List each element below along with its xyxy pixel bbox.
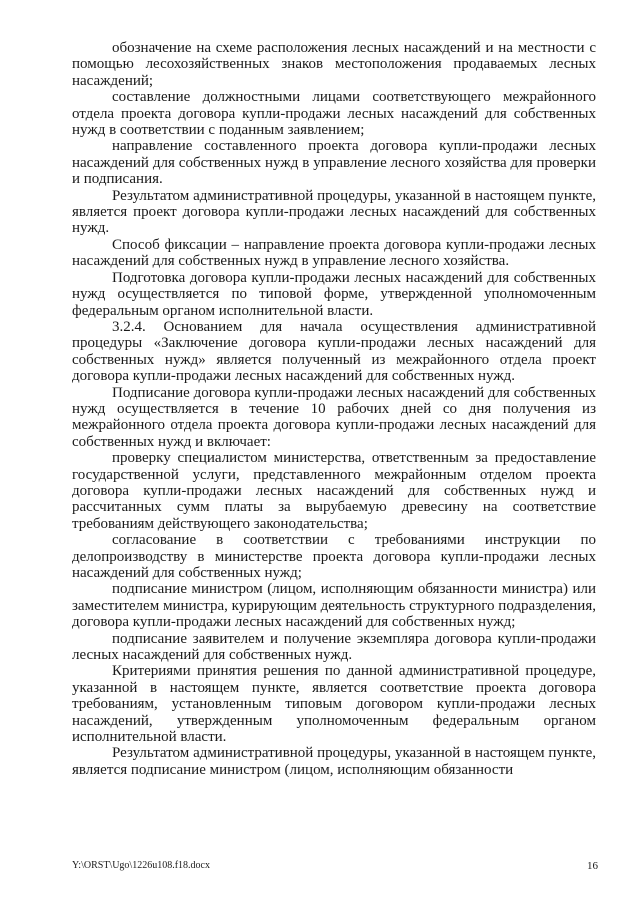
document-body [72, 40, 596, 778]
paragraph-10: согласование в соответствии с требованиями инструкции по делопроизводству в министерстве проекта договора купли-продажи лесных насаждений для собственных нужд; [72, 532, 596, 581]
page-number: 16 [587, 860, 598, 872]
paragraph-6: Подготовка договора купли-продажи лесных насаждений для собственных нужд осуществляется по типовой форме, утвержденной уполномоченным федеральным органом исполнительной власти. [72, 269, 596, 319]
paragraph-14: Результатом административной процедуры, указанной в настоящем пункте, является подписание министром (лицом, исполняющим обязанности [72, 745, 596, 778]
page-footer [72, 860, 598, 874]
footer-file-path: Y:\ORST\Ugo\1226u108.f18.docx [72, 860, 210, 871]
paragraph-3: направление составленного проекта договора купли-продажи лесных насаждений для собственных нужд в управление лесного хозяйства для проверки и подписания. [72, 138, 596, 188]
paragraph-5: Способ фиксации – направление проекта договора купли-продажи лесных насаждений для собственных нужд в управление лесного хозяйства. [72, 236, 596, 270]
paragraph-12: подписание заявителем и получение экземпляра договора купли-продажи лесных насаждений для собственных нужд. [72, 630, 596, 664]
paragraph-9: проверку специалистом министерства, ответственным за предоставление государственной услуги, представленного межрайонным отделом проекта договора купли-продажи лесных насаждений для собственных нужд и рассчитанных сумм платы за вырубаемую древесину на соответствие требованиям действующего законодательства; [72, 450, 596, 532]
paragraph-1: обозначение на схеме расположения лесных насаждений и на местности с помощью лесохозяйственных знаков местоположения продаваемых лесных насаждений; [72, 40, 596, 89]
paragraph-7: 3.2.4. Основанием для начала осуществления административной процедуры «Заключение договора купли-продажи лесных насаждений для собственных нужд» является полученный из межрайонного отдела проект договора купли-продажи лесных насаждений для собственных нужд. [72, 318, 596, 385]
paragraph-13: Критериями принятия решения по данной административной процедуре, указанной в настоящем пункте, является соответствие проекта договора требованиям, установленным типовым договором купли-продажи лесных насаждений, утвержденным уполномоченным федеральным органом исполнительной власти. [72, 663, 596, 746]
paragraph-11: подписание министром (лицом, исполняющим обязанности министра) или заместителем министра, курирующим деятельность структурного подразделения, договора купли-продажи лесных насаждений для собственных нужд; [72, 581, 596, 631]
paragraph-8: Подписание договора купли-продажи лесных насаждений для собственных нужд осуществляется в течение 10 рабочих дней со дня получения из межрайонного отдела проекта договора купли-продажи лесных насаждений для собственных нужд и включает: [72, 384, 596, 450]
paragraph-4: Результатом административной процедуры, указанной в настоящем пункте, является проект договора купли-продажи лесных насаждений для собственных нужд. [72, 187, 596, 237]
paragraph-2: составление должностными лицами соответствующего межрайонного отдела проекта договора купли-продажи лесных насаждений для собственных нужд в соответствии с поданным заявлением; [72, 89, 596, 139]
